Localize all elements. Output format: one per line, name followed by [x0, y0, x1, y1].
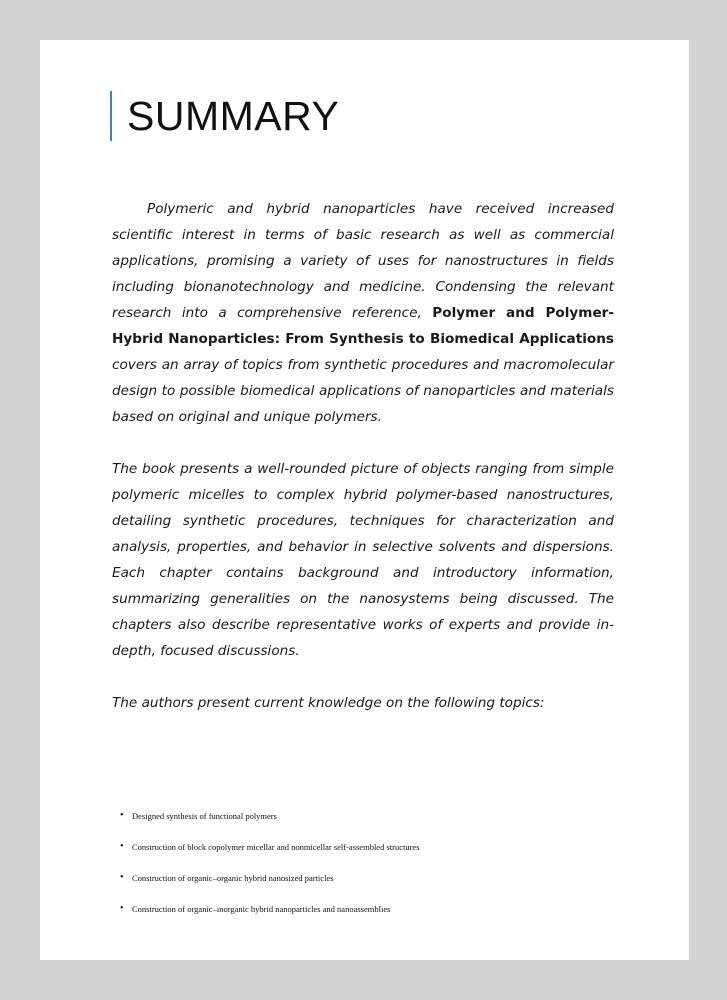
page-title: SUMMARY — [127, 93, 340, 139]
list-item-text: Designed synthesis of functional polymers — [132, 811, 277, 821]
bullet-icon: • — [120, 903, 124, 914]
book-title: Polymer and Polymer-Hybrid Nanoparticles: From Synthesis to Biomedical Applications — [112, 305, 615, 347]
list-item-text: Construction of organic–organic hybrid nanosized particles — [132, 873, 334, 883]
topics-list — [120, 810, 420, 934]
bullet-icon: • — [120, 841, 124, 852]
list-item — [120, 903, 420, 934]
paragraph-overview: The book presents a well-rounded picture of objects ranging from simple polymeric micelles to complex hybrid polymer-based nanostructures, detailing synthetic procedures, techniques for characterization and analysis, properties, and behavior in selective solvents and dispersions. Each chapter contains background and introductory information, summarizing generalities on the nanosystems being discussed. The chapters also describe representative works of experts and provide in-depth, focused discussions. — [112, 461, 614, 659]
list-item — [120, 841, 420, 872]
document-page — [40, 40, 689, 960]
list-item-text: Construction of block copolymer micellar and nonmicellar self-assembled structures — [132, 842, 420, 852]
paragraph-intro-text: Polymeric and hybrid nanoparticles have received increased scientific interest in terms of basic research as well as commercial applications, promising a variety of uses for nanostructures in fields including bionanotechnology and medicine. Condensing the relevant research into a comprehensive reference, — [112, 201, 614, 321]
bullet-icon: • — [120, 872, 124, 883]
bullet-icon: • — [120, 810, 124, 821]
list-item-text: Construction of organic–inorganic hybrid nanoparticles and nanoassemblies — [132, 904, 391, 914]
list-item — [120, 872, 420, 903]
paragraph-intro — [112, 196, 614, 430]
heading-block — [110, 91, 339, 141]
heading-accent-bar — [110, 91, 112, 141]
paragraph-topics-lead: The authors present current knowledge on the following topics: — [112, 695, 545, 711]
summary-body — [112, 196, 614, 716]
paragraph-intro-rest: covers an array of topics from synthetic procedures and macromolecular design to possible biomedical applications of nanoparticles and materials based on original and unique polymers. — [112, 357, 614, 425]
list-item — [120, 810, 420, 841]
